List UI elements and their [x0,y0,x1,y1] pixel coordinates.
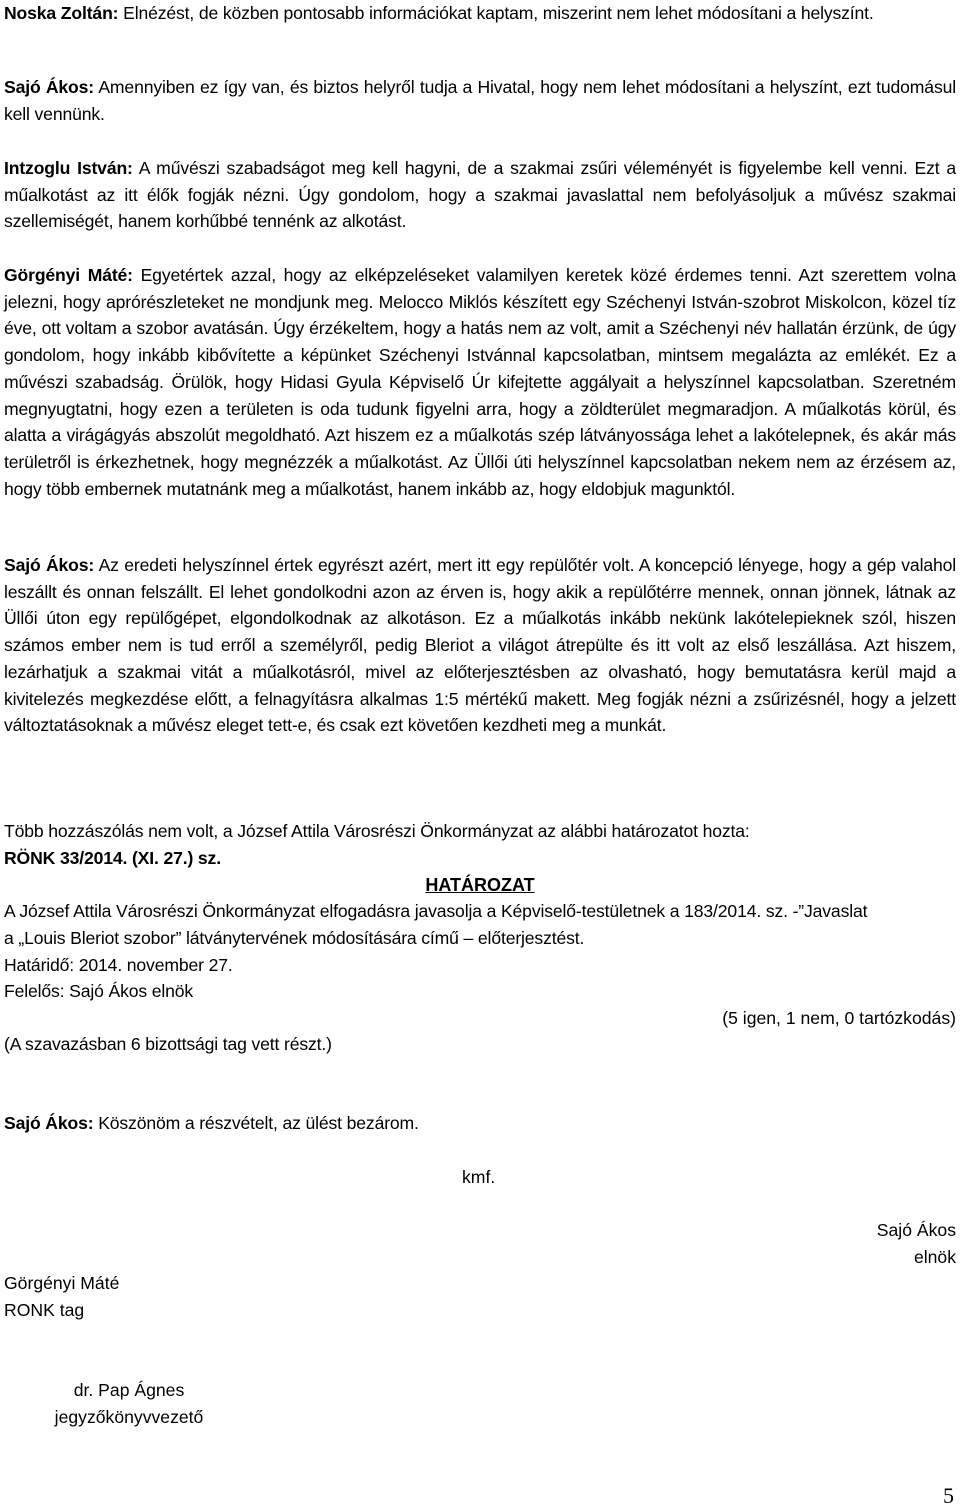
paragraph-text: Elnézést, de közben pontosabb információkat kaptam, miszerint nem lehet módosítani a helyszínt. [123,3,874,23]
resolution-text-line-1: A József Attila Városrészi Önkormányzat elfogadásra javasolja a Képviselő-testületnek a 183/2014. sz. -”Javaslat [4,901,868,921]
speaker-name: Sajó Ákos: [4,555,95,575]
page-number: 5 [943,1483,954,1508]
document-page [4,0,956,1509]
paragraph-text: Amennyiben ez így van, és biztos helyről tudja a Hivatal, hogy nem lehet módosítani a helyszínt, ezt tudomásul kell vennünk. [4,77,956,124]
speaker-name: Görgényi Máté: [4,265,133,285]
paragraph-intzoglu [4,155,956,235]
speaker-name: Intzoglu István: [4,158,133,178]
signature-recorder [44,1377,214,1430]
chair-role: elnök [913,1246,956,1267]
paragraph-sajo-2 [4,552,956,739]
closing-statement [4,1110,419,1137]
resolution-deadline: Határidő: 2014. november 27. [4,955,233,975]
closing-text: Köszönöm a részvételt, az ülést bezárom. [98,1113,419,1133]
paragraph-sajo-1 [4,74,956,127]
recorder-role: jegyzőkönyvvezető [54,1406,204,1427]
paragraph-text: A művészi szabadságot meg kell hagyni, de a szakmai zsűri véleményét is figyelembe kell venni. Ezt a műalkotást az itt élők fogják nézni. Úgy gondolom, hogy a szakmai javaslattal nem befolyásoljuk a művész szakmai szellemiségét, hanem korhűbbé tennénk az alkotást. [4,158,956,232]
speaker-name: Sajó Ákos: [4,1113,94,1133]
member-role: RONK tag [4,1299,85,1320]
member-name: Görgényi Máté [4,1273,120,1293]
resolution-number: RÖNK 33/2014. (XI. 27.) sz. [4,848,221,868]
paragraph-noska [4,0,956,27]
paragraph-text: Egyetértek azzal, hogy az elképzeléseket valamilyen keretek közé érdemes tenni. Azt szerettem volna jelezni, hogy aprórészleteket ne mondjunk meg. Melocco Miklós készített egy Széchenyi István-szobrot Miskolcon, közel tíz éve, ott voltam a szobor avatásán. Úgy érzékeltem, hogy a hatás nem az volt, amit a Széchenyi név hallatán érzünk, de úgy gondolom, hogy inkább kibővítette a képünket Széchenyi Istvánnal kapcsolatban, mintsem megalázta az emlékét. Ez a művészi szabadság. Örülök, hogy Hidasi Gyula Képviselő Úr kifejtette aggályait a helyszínnel kapcsolatban. Szeretném megnyugtatni, hogy ezen a területen is oda tudunk figyelni arra, hogy a zöldterület megmaradjon. A műalkotás körül, és alatta a virágágyás abszolút megoldható. Azt hiszem ez a műalkotás szép látványossága lehet a lakótelepnek, és akár más területről is érkezhetnek, hogy megnézzék a műalkotást. Az Üllői úti helyszínnel kapcsolatban nekem nem az érzésem az, hogy több embernek mutatnánk meg a műalkotást, hanem inkább az, hogy eldobjuk magunktól. [4,265,957,499]
resolution-text-line-2: a „Louis Bleriot szobor” látványtervének módosítására című – előterjesztést. [4,928,585,948]
signature-chair [877,1217,956,1270]
paragraph-gorgenyi [4,262,956,502]
kmf-label: kmf. [462,1167,496,1187]
resolution-intro: Több hozzászólás nem volt, a József Attila Városrészi Önkormányzat az alábbi határozatot hozta: [4,821,750,841]
paragraph-text: Az eredeti helyszínnel értek egyrészt azért, mert itt egy repülőtér volt. A koncepció lényege, hogy a gép valahol leszállt és onnan felszállt. El lehet gondolkodni azon az érven is, hogy akik a repülőtérre mennek, onnan jönnek, látnak az Üllői úton egy repülőgépet, elgondolkodnak az alkotáson. Ez a műalkotás inkább nekünk lakótelepieknek szól, hiszen számos ember nem is tud erről a személyről, pedig Bleriot a világot átrepülte és itt volt az első leszállása. Azt hiszem, lezárhatjuk a szakmai vitát a műalkotásról, mivel az előterjesztésben az olvasható, hogy bemutatásra kerül majd a kivitelezés megkezdése előtt, a felnagyításra alkalmas 1:5 mértékű makett. Meg fogják nézni a zsűrizésnél, hogy a jelzett változtatásoknak a művész eleget tett-e, és csak ezt követően kezdheti meg a munkát. [4,555,956,736]
speaker-name: Sajó Ákos: [4,77,94,97]
recorder-name: dr. Pap Ágnes [73,1380,185,1400]
chair-name: Sajó Ákos [876,1220,956,1240]
vote-result: (5 igen, 1 nem, 0 tartózkodás) [722,1008,956,1028]
resolution-title: HATÁROZAT [425,875,535,895]
vote-participants: (A szavazásban 6 bizottsági tag vett részt.) [4,1034,332,1054]
speaker-name: Noska Zoltán: [4,3,119,23]
resolution-responsible: Felelős: Sajó Ákos elnök [4,981,194,1001]
signature-member [4,1270,119,1323]
